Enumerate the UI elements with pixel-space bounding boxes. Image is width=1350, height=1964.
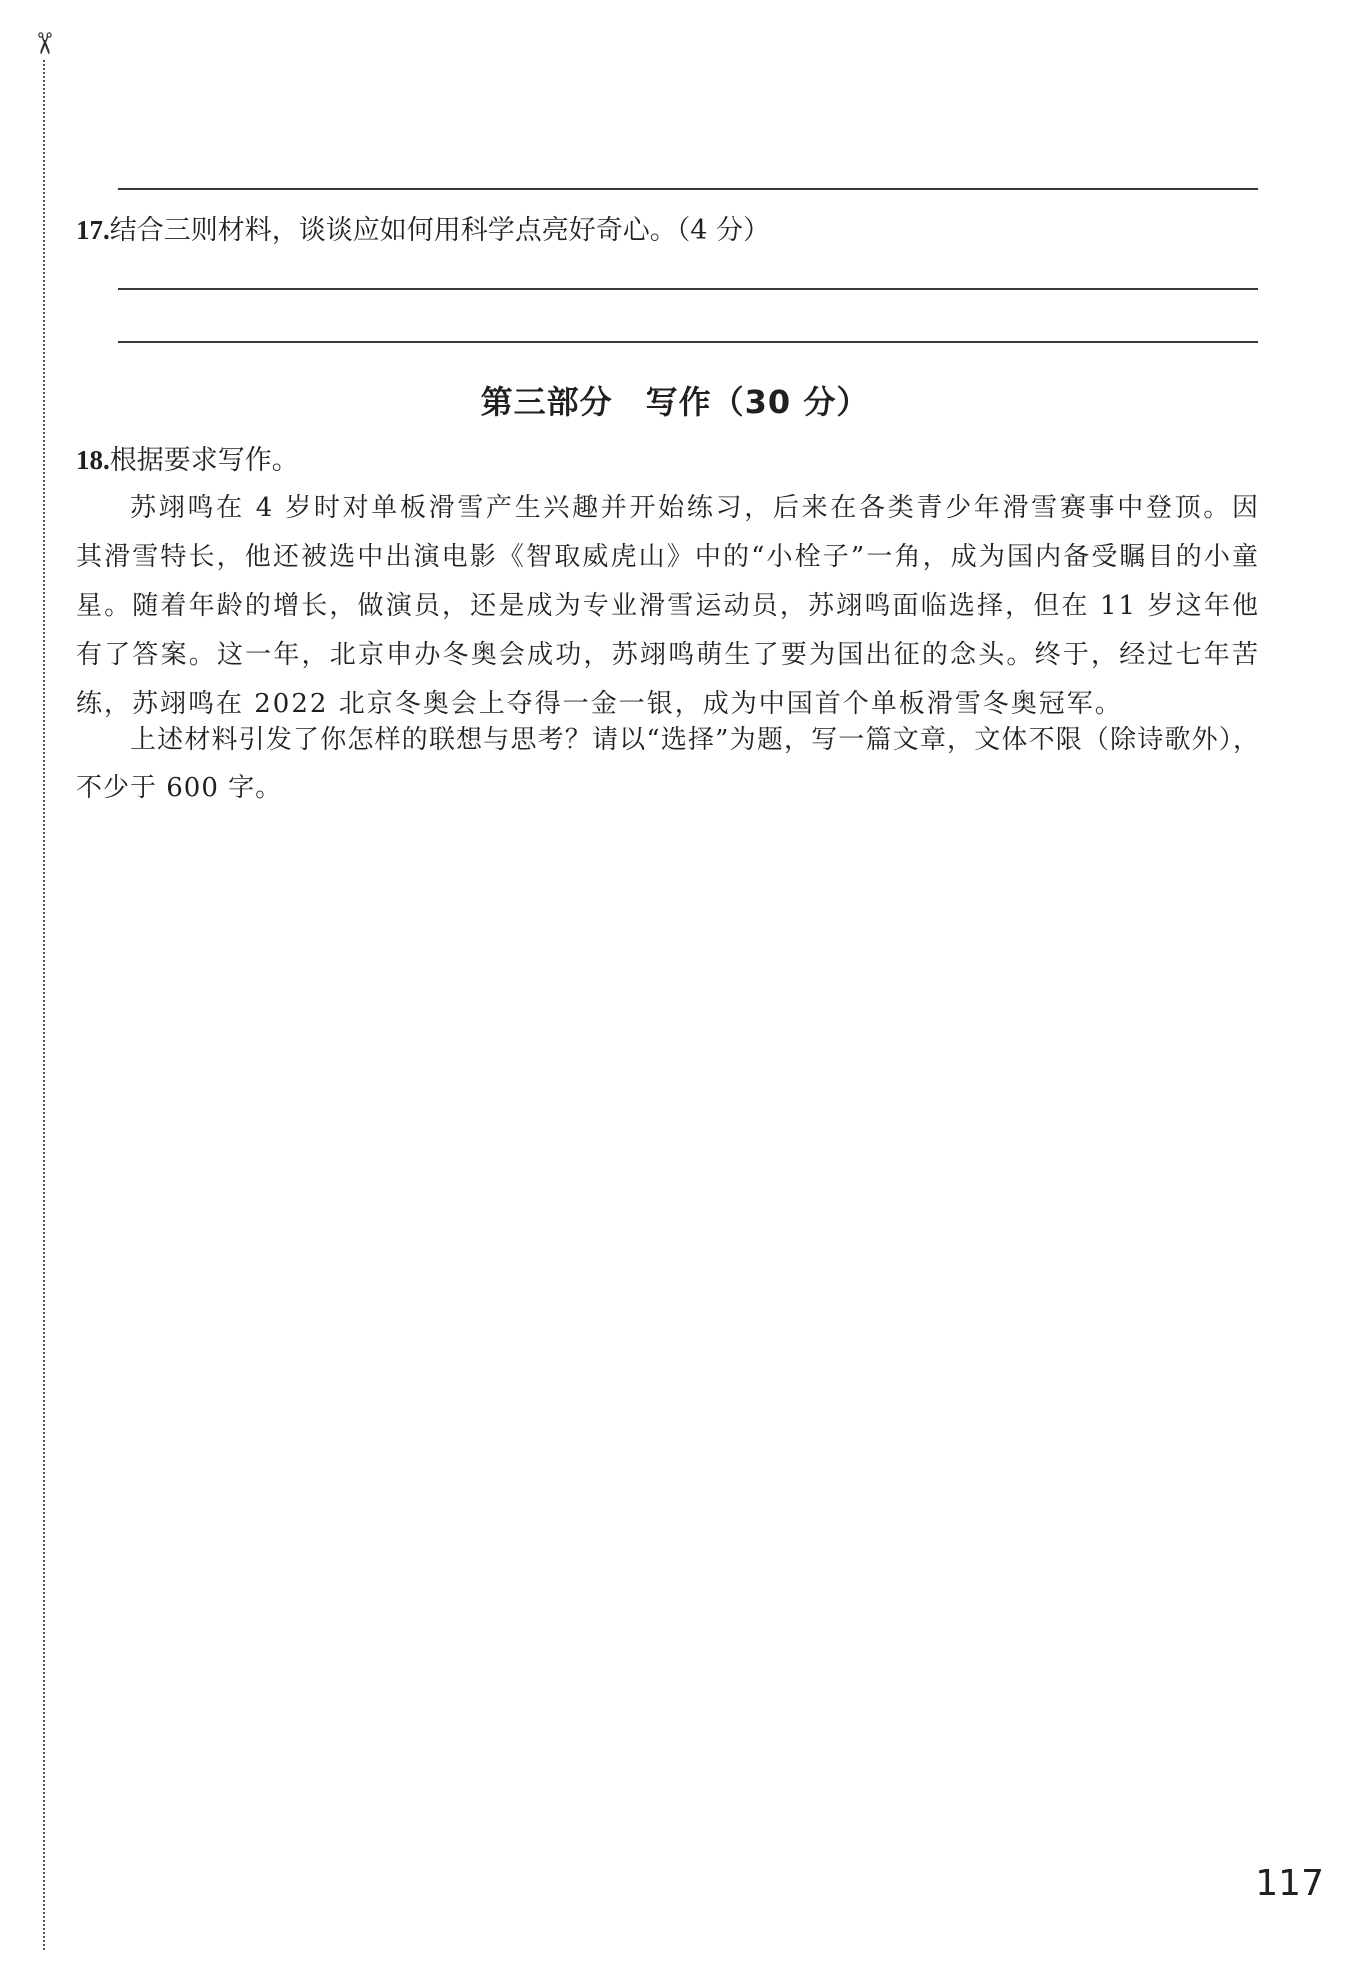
scissors-icon: ✂	[26, 31, 61, 57]
question-18	[76, 440, 299, 481]
page-number: 117	[1255, 1863, 1324, 1904]
answer-line	[118, 188, 1258, 190]
question-17-text: 结合三则材料，谈谈应如何用科学点亮好奇心。（4 分）	[109, 215, 771, 246]
answer-line	[118, 288, 1258, 290]
section-title: 第三部分 写作（30 分）	[480, 383, 870, 421]
question-17	[76, 210, 770, 251]
writing-prompt: 上述材料引发了你怎样的联想与思考？请以“选择”为题，写一篇文章，文体不限（除诗歌外），不少于 600 字。	[76, 725, 1260, 803]
material-paragraph: 苏翊鸣在 4 岁时对单板滑雪产生兴趣并开始练习，后来在各类青少年滑雪赛事中登顶。因其滑雪特长，他还被选中出演电影《智取威虎山》中的“小栓子”一角，成为国内备受瞩目的小童星。随着年龄的增长，做演员，还是成为专业滑雪运动员，苏翊鸣面临选择，但在 11 岁这年他有了答案。这一年，北京申办冬奥会成功，苏翊鸣萌生了要为国出征的念头。终于，经过七年苦练，苏翊鸣在 2022 北京冬奥会上夺得一金一银，成为中国首个单板滑雪冬奥冠军。	[76, 493, 1260, 719]
question-18-text: 根据要求写作。	[109, 445, 299, 476]
answer-line	[118, 341, 1258, 343]
question-17-number: 17.	[76, 215, 110, 245]
question-18-number: 18.	[76, 445, 110, 475]
cut-line	[43, 60, 45, 1950]
